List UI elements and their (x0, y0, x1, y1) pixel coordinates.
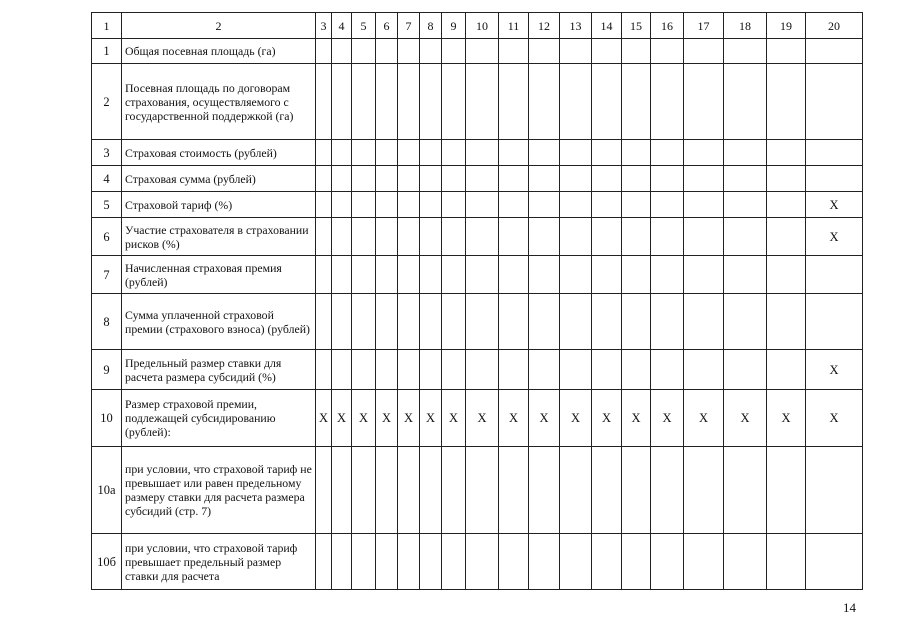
empty-cell (376, 166, 398, 192)
table-row (92, 350, 863, 390)
table-row (92, 39, 863, 64)
empty-cell (499, 350, 529, 390)
empty-cell (376, 256, 398, 294)
empty-cell (499, 218, 529, 256)
empty-cell (767, 166, 806, 192)
empty-cell (316, 447, 332, 534)
empty-cell (651, 140, 684, 166)
empty-cell (332, 166, 352, 192)
empty-cell (442, 64, 466, 140)
empty-cell (420, 447, 442, 534)
empty-cell (352, 64, 376, 140)
empty-cell (560, 534, 592, 590)
empty-cell (560, 350, 592, 390)
x-mark-cell: X (592, 390, 622, 447)
empty-cell (767, 192, 806, 218)
empty-cell (684, 447, 724, 534)
empty-cell (529, 218, 560, 256)
empty-cell (332, 64, 352, 140)
empty-cell (529, 256, 560, 294)
empty-cell (622, 534, 651, 590)
column-header: 3 (316, 13, 332, 39)
row-number: 10 (92, 390, 122, 447)
empty-cell (442, 140, 466, 166)
table-row (92, 192, 863, 218)
x-mark-cell: X (684, 390, 724, 447)
empty-cell (352, 218, 376, 256)
empty-cell (767, 39, 806, 64)
empty-cell (442, 166, 466, 192)
row-label: Размер страховой премии, подлежащей субсидированию (рублей): (122, 390, 316, 447)
empty-cell (466, 534, 499, 590)
row-number: 4 (92, 166, 122, 192)
empty-cell (684, 140, 724, 166)
x-mark-cell: X (767, 390, 806, 447)
empty-cell (651, 256, 684, 294)
empty-cell (622, 447, 651, 534)
empty-cell (466, 350, 499, 390)
empty-cell (420, 218, 442, 256)
empty-cell (560, 447, 592, 534)
x-mark-cell: X (398, 390, 420, 447)
empty-cell (376, 294, 398, 350)
x-mark-cell: X (332, 390, 352, 447)
empty-cell (398, 447, 420, 534)
empty-cell (560, 64, 592, 140)
table-row (92, 447, 863, 534)
row-label: при условии, что страховой тариф не превышает или равен предельному размеру ставки для расчета размера субсидий (стр. 7) (122, 447, 316, 534)
empty-cell (684, 350, 724, 390)
row-number: 9 (92, 350, 122, 390)
empty-cell (724, 192, 767, 218)
empty-cell (806, 294, 863, 350)
empty-cell (332, 447, 352, 534)
empty-cell (442, 534, 466, 590)
empty-cell (466, 39, 499, 64)
x-mark-cell: X (420, 390, 442, 447)
empty-cell (316, 64, 332, 140)
empty-cell (466, 166, 499, 192)
empty-cell (332, 39, 352, 64)
empty-cell (499, 39, 529, 64)
empty-cell (499, 534, 529, 590)
empty-cell (332, 140, 352, 166)
empty-cell (560, 39, 592, 64)
empty-cell (442, 350, 466, 390)
empty-cell (466, 218, 499, 256)
column-header: 13 (560, 13, 592, 39)
empty-cell (316, 192, 332, 218)
column-header: 8 (420, 13, 442, 39)
empty-cell (376, 534, 398, 590)
empty-cell (560, 140, 592, 166)
x-mark-cell: X (806, 218, 863, 256)
row-label: Участие страхователя в страховании рисков (%) (122, 218, 316, 256)
empty-cell (529, 166, 560, 192)
empty-cell (684, 294, 724, 350)
empty-cell (651, 534, 684, 590)
table-header-row (92, 13, 863, 39)
empty-cell (466, 447, 499, 534)
empty-cell (724, 534, 767, 590)
column-header: 6 (376, 13, 398, 39)
empty-cell (376, 140, 398, 166)
empty-cell (651, 447, 684, 534)
empty-cell (529, 39, 560, 64)
column-header: 1 (92, 13, 122, 39)
empty-cell (376, 350, 398, 390)
empty-cell (332, 534, 352, 590)
empty-cell (398, 294, 420, 350)
empty-cell (592, 350, 622, 390)
empty-cell (420, 64, 442, 140)
empty-cell (684, 534, 724, 590)
empty-cell (352, 192, 376, 218)
empty-cell (651, 166, 684, 192)
empty-cell (592, 534, 622, 590)
empty-cell (724, 218, 767, 256)
empty-cell (420, 294, 442, 350)
empty-cell (592, 447, 622, 534)
x-mark-cell: X (622, 390, 651, 447)
empty-cell (376, 39, 398, 64)
empty-cell (529, 294, 560, 350)
x-mark-cell: X (376, 390, 398, 447)
empty-cell (767, 218, 806, 256)
empty-cell (316, 294, 332, 350)
empty-cell (352, 447, 376, 534)
empty-cell (398, 166, 420, 192)
empty-cell (332, 218, 352, 256)
empty-cell (332, 192, 352, 218)
empty-cell (316, 534, 332, 590)
empty-cell (499, 166, 529, 192)
x-mark-cell: X (560, 390, 592, 447)
empty-cell (560, 294, 592, 350)
table-row (92, 294, 863, 350)
empty-cell (420, 140, 442, 166)
empty-cell (398, 192, 420, 218)
table-row (92, 390, 863, 447)
row-number: 6 (92, 218, 122, 256)
row-label: Страховой тариф (%) (122, 192, 316, 218)
table-row (92, 166, 863, 192)
table-row (92, 64, 863, 140)
empty-cell (806, 256, 863, 294)
insurance-subsidy-table (91, 12, 863, 590)
empty-cell (622, 192, 651, 218)
x-mark-cell: X (529, 390, 560, 447)
empty-cell (466, 294, 499, 350)
empty-cell (499, 64, 529, 140)
empty-cell (651, 218, 684, 256)
empty-cell (684, 192, 724, 218)
empty-cell (622, 256, 651, 294)
empty-cell (560, 166, 592, 192)
empty-cell (622, 350, 651, 390)
row-label: Посевная площадь по договорам страхования, осуществляемого с государственной поддержкой (га) (122, 64, 316, 140)
empty-cell (376, 218, 398, 256)
empty-cell (420, 256, 442, 294)
empty-cell (352, 350, 376, 390)
column-header: 9 (442, 13, 466, 39)
column-header: 2 (122, 13, 316, 39)
empty-cell (332, 256, 352, 294)
empty-cell (767, 256, 806, 294)
empty-cell (684, 39, 724, 64)
empty-cell (466, 256, 499, 294)
row-label: Сумма уплаченной страховой премии (страхового взноса) (рублей) (122, 294, 316, 350)
empty-cell (767, 447, 806, 534)
empty-cell (724, 64, 767, 140)
empty-cell (316, 140, 332, 166)
empty-cell (376, 192, 398, 218)
empty-cell (684, 256, 724, 294)
row-label: Предельный размер ставки для расчета размера субсидий (%) (122, 350, 316, 390)
empty-cell (684, 218, 724, 256)
empty-cell (442, 256, 466, 294)
empty-cell (352, 256, 376, 294)
empty-cell (499, 140, 529, 166)
table-row (92, 140, 863, 166)
column-header: 10 (466, 13, 499, 39)
row-number: 2 (92, 64, 122, 140)
column-header: 5 (352, 13, 376, 39)
empty-cell (332, 350, 352, 390)
empty-cell (651, 192, 684, 218)
row-label: Общая посевная площадь (га) (122, 39, 316, 64)
row-number: 5 (92, 192, 122, 218)
empty-cell (316, 350, 332, 390)
empty-cell (442, 192, 466, 218)
empty-cell (529, 140, 560, 166)
empty-cell (420, 534, 442, 590)
table-row (92, 218, 863, 256)
empty-cell (398, 256, 420, 294)
row-label: Страховая стоимость (рублей) (122, 140, 316, 166)
empty-cell (592, 294, 622, 350)
empty-cell (767, 534, 806, 590)
row-label: при условии, что страховой тариф превышает предельный размер ставки для расчета (122, 534, 316, 590)
empty-cell (352, 140, 376, 166)
empty-cell (442, 294, 466, 350)
x-mark-cell: X (316, 390, 332, 447)
empty-cell (352, 534, 376, 590)
x-mark-cell: X (651, 390, 684, 447)
empty-cell (592, 39, 622, 64)
empty-cell (622, 218, 651, 256)
table-row (92, 256, 863, 294)
empty-cell (684, 64, 724, 140)
column-header: 15 (622, 13, 651, 39)
x-mark-cell: X (352, 390, 376, 447)
column-header: 4 (332, 13, 352, 39)
empty-cell (592, 140, 622, 166)
empty-cell (398, 39, 420, 64)
empty-cell (352, 166, 376, 192)
empty-cell (592, 64, 622, 140)
column-header: 18 (724, 13, 767, 39)
row-number: 10б (92, 534, 122, 590)
empty-cell (806, 64, 863, 140)
empty-cell (806, 166, 863, 192)
empty-cell (316, 256, 332, 294)
empty-cell (442, 447, 466, 534)
column-header: 17 (684, 13, 724, 39)
empty-cell (352, 39, 376, 64)
empty-cell (684, 166, 724, 192)
empty-cell (316, 39, 332, 64)
column-header: 14 (592, 13, 622, 39)
empty-cell (767, 64, 806, 140)
empty-cell (529, 534, 560, 590)
x-mark-cell: X (806, 390, 863, 447)
column-header: 7 (398, 13, 420, 39)
empty-cell (420, 350, 442, 390)
x-mark-cell: X (442, 390, 466, 447)
empty-cell (398, 64, 420, 140)
empty-cell (332, 294, 352, 350)
empty-cell (651, 64, 684, 140)
empty-cell (724, 39, 767, 64)
empty-cell (622, 140, 651, 166)
empty-cell (560, 192, 592, 218)
empty-cell (316, 166, 332, 192)
empty-cell (499, 256, 529, 294)
empty-cell (529, 192, 560, 218)
empty-cell (560, 218, 592, 256)
empty-cell (806, 447, 863, 534)
x-mark-cell: X (806, 350, 863, 390)
empty-cell (499, 192, 529, 218)
empty-cell (724, 256, 767, 294)
empty-cell (622, 294, 651, 350)
empty-cell (806, 140, 863, 166)
empty-cell (398, 140, 420, 166)
empty-cell (420, 192, 442, 218)
empty-cell (499, 447, 529, 534)
x-mark-cell: X (499, 390, 529, 447)
empty-cell (806, 39, 863, 64)
column-header: 20 (806, 13, 863, 39)
column-header: 16 (651, 13, 684, 39)
empty-cell (592, 192, 622, 218)
empty-cell (499, 294, 529, 350)
empty-cell (529, 64, 560, 140)
empty-cell (442, 218, 466, 256)
empty-cell (622, 64, 651, 140)
empty-cell (592, 166, 622, 192)
empty-cell (622, 39, 651, 64)
empty-cell (420, 39, 442, 64)
empty-cell (466, 192, 499, 218)
column-header: 11 (499, 13, 529, 39)
row-number: 10а (92, 447, 122, 534)
empty-cell (767, 140, 806, 166)
empty-cell (442, 39, 466, 64)
column-header: 12 (529, 13, 560, 39)
empty-cell (724, 166, 767, 192)
empty-cell (724, 140, 767, 166)
empty-cell (420, 166, 442, 192)
empty-cell (466, 64, 499, 140)
empty-cell (651, 39, 684, 64)
row-number: 3 (92, 140, 122, 166)
x-mark-cell: X (806, 192, 863, 218)
empty-cell (376, 64, 398, 140)
x-mark-cell: X (466, 390, 499, 447)
empty-cell (592, 218, 622, 256)
empty-cell (398, 534, 420, 590)
row-label: Страховая сумма (рублей) (122, 166, 316, 192)
empty-cell (398, 350, 420, 390)
empty-cell (651, 294, 684, 350)
empty-cell (724, 447, 767, 534)
x-mark-cell: X (724, 390, 767, 447)
row-label: Начисленная страховая премия (рублей) (122, 256, 316, 294)
empty-cell (466, 140, 499, 166)
empty-cell (529, 447, 560, 534)
empty-cell (622, 166, 651, 192)
row-number: 8 (92, 294, 122, 350)
empty-cell (398, 218, 420, 256)
row-number: 1 (92, 39, 122, 64)
empty-cell (724, 350, 767, 390)
empty-cell (767, 294, 806, 350)
empty-cell (316, 218, 332, 256)
empty-cell (592, 256, 622, 294)
empty-cell (806, 534, 863, 590)
empty-cell (376, 447, 398, 534)
empty-cell (651, 350, 684, 390)
page-number: 14 (843, 600, 856, 615)
empty-cell (529, 350, 560, 390)
empty-cell (724, 294, 767, 350)
empty-cell (560, 256, 592, 294)
empty-cell (767, 350, 806, 390)
column-header: 19 (767, 13, 806, 39)
row-number: 7 (92, 256, 122, 294)
empty-cell (352, 294, 376, 350)
table-row (92, 534, 863, 590)
